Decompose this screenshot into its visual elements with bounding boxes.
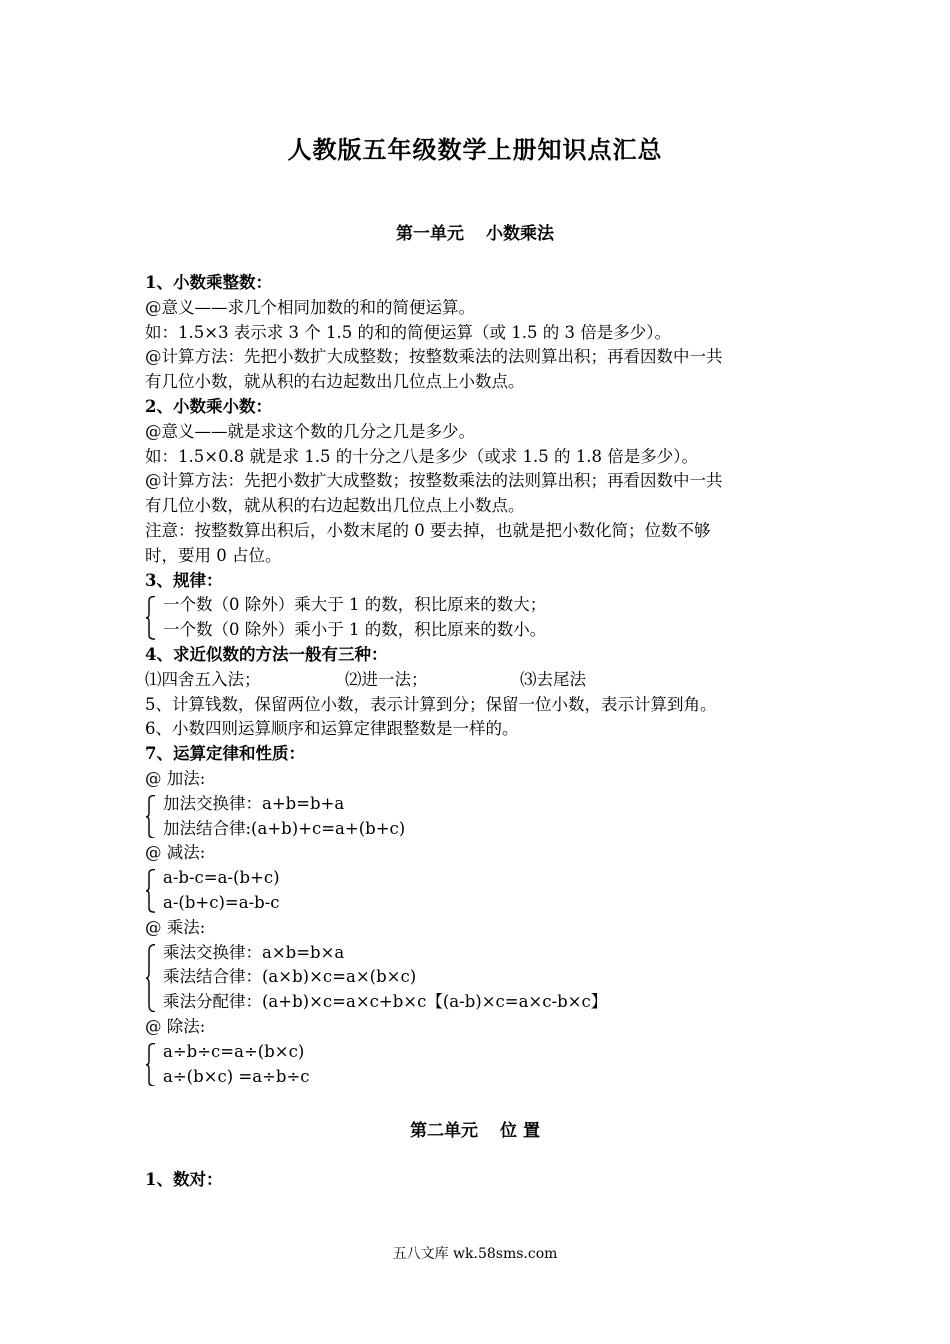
law-line: 乘法分配律：(a+b)×c=a×c+b×c【(a-b)×c=a×c-b×c】 (163, 992, 608, 1012)
law-line: a-(b+c)=a-b-c (163, 892, 280, 912)
law-category: @ 除法: (145, 1016, 206, 1036)
brace-icon (145, 596, 157, 640)
law-group-subtraction (145, 866, 825, 916)
section-heading: 7、运算定律和性质： (145, 744, 305, 764)
rule-group (145, 593, 825, 643)
brace-icon (145, 795, 157, 839)
unit1-label: 第一单元 (396, 224, 464, 244)
law-line: a-b-c=a-(b+c) (163, 868, 280, 888)
section-heading: 4、求近似数的方法一般有三种： (145, 644, 388, 664)
text-line: 注意：按整数算出积后，小数末尾的 0 要去掉，也就是把小数化简；位数不够 (145, 520, 711, 540)
unit2-name: 位 置 (500, 1121, 540, 1141)
law-line: a÷(b×c) =a÷b÷c (163, 1066, 310, 1086)
law-group-addition (145, 792, 825, 842)
law-group-multiplication (145, 941, 825, 1015)
law-category: @ 减法: (145, 843, 206, 863)
rule-line: 一个数（0 除外）乘小于 1 的数，积比原来的数小。 (163, 620, 547, 640)
law-line: 加法结合律:(a+b)+c=a+(b+c) (163, 818, 406, 838)
law-category: @ 乘法: (145, 917, 206, 937)
text-line: @计算方法：先把小数扩大成整数；按整数乘法的法则算出积；再看因数中一共 (145, 347, 723, 367)
law-group-division (145, 1040, 825, 1090)
unit2-heading (145, 1119, 805, 1143)
rule-line: 一个数（0 除外）乘大于 1 的数，积比原来的数大； (163, 595, 547, 615)
unit1-name: 小数乘法 (486, 224, 554, 244)
method-floor: ⑶去尾法 (520, 669, 586, 689)
brace-icon (145, 944, 157, 1012)
section-heading: 3、规律： (145, 570, 223, 590)
unit1-heading (145, 222, 805, 246)
document-title: 人教版五年级数学上册知识点汇总 (287, 135, 663, 164)
text-line: 如：1.5×3 表示求 3 个 1.5 的和的简便运算（或 1.5 的 3 倍是多少）。 (145, 322, 671, 342)
text-line: 有几位小数，就从积的右边起数出几位点上小数点。 (145, 496, 525, 516)
method-round: ⑴四舍五入法； (145, 669, 261, 689)
section-heading: 1、小数乘整数： (145, 273, 272, 292)
text-line: 6、小数四则运算顺序和运算定律跟整数是一样的。 (145, 719, 519, 739)
brace-icon (145, 1043, 157, 1087)
text-line: @意义——求几个相同加数的和的简便运算。 (145, 297, 475, 317)
method-ceil: ⑵进一法； (345, 669, 428, 689)
text-line: 如：1.5×0.8 就是求 1.5 的十分之八是多少（或求 1.5 的 1.8 倍是多少）。 (145, 446, 698, 466)
footer-watermark: 五八文库 wk.58sms.com (392, 1246, 558, 1262)
unit2-label: 第二单元 (410, 1121, 479, 1141)
text-line: 有几位小数，就从积的右边起数出几位点上小数点。 (145, 372, 525, 392)
methods-line (145, 668, 825, 693)
law-category: @ 加法: (145, 768, 206, 788)
law-line: 加法交换律：a+b=b+a (163, 793, 345, 813)
text-line: 5、计算钱数，保留两位小数，表示计算到分；保留一位小数，表示计算到角。 (145, 694, 717, 714)
section-heading: 1、数对： (145, 1170, 223, 1189)
law-line: 乘法交换律：a×b=b×a (163, 942, 345, 962)
section-heading: 2、小数乘小数： (145, 396, 272, 416)
unit1-content (145, 271, 825, 1089)
law-line: 乘法结合律：(a×b)×c=a×(b×c) (163, 967, 417, 987)
text-line: @计算方法：先把小数扩大成整数；按整数乘法的法则算出积；再看因数中一共 (145, 471, 723, 491)
law-line: a÷b÷c=a÷(b×c) (163, 1041, 305, 1061)
text-line: 时，要用 0 占位。 (145, 545, 282, 565)
text-line: @意义——就是求这个数的几分之几是多少。 (145, 421, 475, 441)
brace-icon (145, 869, 157, 913)
